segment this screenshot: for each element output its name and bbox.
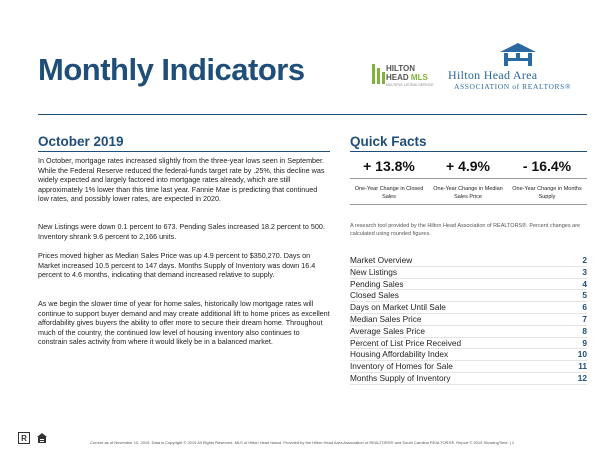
toc-item[interactable] — [350, 255, 587, 267]
toc-item[interactable] — [350, 349, 587, 361]
summary-paragraph-2: New Listings were down 0.1 percent to 673. Pending Sales increased 18.2 percent to 500. Inventory shrank 9.6 percent to 2,166 units. — [38, 222, 325, 241]
kpi-label: One-Year Change in Months Supply — [512, 186, 582, 200]
toc-label: Market Overview — [350, 255, 413, 265]
toc-page: 9 — [582, 337, 587, 348]
building-icon — [492, 42, 544, 68]
month-heading: October 2019 — [38, 134, 124, 149]
table-of-contents — [350, 255, 587, 385]
logo-bar-1 — [372, 64, 375, 84]
toc-item[interactable] — [350, 267, 587, 279]
logo-bar-2 — [377, 68, 380, 84]
toc-label: Percent of List Price Received — [350, 337, 462, 348]
toc-item[interactable] — [350, 338, 587, 350]
left-section-divider — [38, 151, 330, 152]
toc-item[interactable] — [350, 326, 587, 338]
kpi-median-sales-price — [429, 157, 507, 201]
logo-area-line2: ASSOCIATION of REALTORS® — [454, 82, 572, 91]
toc-page: 8 — [582, 325, 587, 336]
kpi-bottom-divider — [350, 204, 587, 205]
toc-item[interactable] — [350, 373, 587, 385]
page-title: Monthly Indicators — [38, 52, 305, 87]
toc-label: Housing Affordability Index — [350, 349, 449, 360]
kpi-value: - 16.4% — [522, 158, 572, 174]
kpi-months-supply — [508, 157, 586, 201]
toc-page: 3 — [582, 266, 587, 277]
equal-housing-icon — [36, 432, 48, 444]
logo-bar-3 — [382, 72, 385, 84]
logo-mls-mls: MLS — [410, 73, 428, 82]
logo-area-line1: Hilton Head Area — [448, 68, 538, 82]
hilton-head-mls-logo — [372, 58, 444, 90]
toc-page: 6 — [582, 302, 587, 313]
toc-label: Inventory of Homes for Sale — [350, 361, 453, 372]
toc-label: Average Sales Price — [350, 325, 426, 336]
summary-paragraph-4: As we begin the slower time of year for home sales, historically low mortgage rates will continue to support buyer demand and may create additional lift to home prices as excellent affordability gives buyers the ability to offer more to secure their dream home. Throughout much of the country, the continued low level of housing inventory also continues to constrain sales activity from where it would likely be in a balanced market. — [38, 299, 330, 347]
toc-item[interactable] — [350, 279, 587, 291]
toc-label: New Listings — [350, 266, 398, 277]
svg-text:R: R — [21, 434, 27, 443]
logo-mls-line1: HILTON — [386, 64, 416, 73]
hilton-head-area-logo — [448, 42, 588, 92]
toc-label: Months Supply of Inventory — [350, 372, 451, 383]
summary-paragraph-3: Prices moved higher as Median Sales Price was up 4.9 percent to $350,270. Days on Market increased 10.5 percent to 147 days. Months Supply of Inventory was down 16.4 percent to 4.6 months, indicating that demand increased relative to supply. — [38, 251, 316, 280]
summary-paragraph-1: In October, mortgage rates increased slightly from the three-year lows seen in September. While the Federal Reserve reduced the federal-funds target rate by .25%, this decline was widely expected and largely factored into mortgage rates already, which are still approximately 1% lower than this time last year. Fannie Mae is predicting that continued low rates, and possibly lower rates, are expected in 2020. — [38, 156, 325, 204]
toc-item[interactable] — [350, 290, 587, 302]
toc-page: 4 — [582, 278, 587, 289]
realtor-r-icon — [18, 432, 30, 444]
kpi-label: One-Year Change in Median Sales Price — [433, 186, 503, 200]
toc-page: 11 — [578, 361, 587, 372]
quick-facts-heading: Quick Facts — [350, 134, 427, 149]
kpi-closed-sales — [350, 157, 428, 201]
kpi-divider — [350, 178, 587, 179]
toc-page: 2 — [582, 255, 587, 265]
toc-item[interactable] — [350, 361, 587, 373]
kpi-label: One-Year Change in Closed Sales — [354, 186, 424, 200]
toc-page: 12 — [577, 372, 587, 383]
kpi-value: + 13.8% — [363, 158, 415, 174]
toc-page: 7 — [582, 313, 587, 324]
toc-page: 10 — [577, 349, 587, 360]
toc-label: Median Sales Price — [350, 313, 422, 324]
footer-text: Current as of November 10, 2019. Data is Copyright © 2019 All Rights Reserved. MLS of Hilton Head Island. Provided by the Hilton Head Area Association of REALTORS® and South Carolina REALTORS®. Report © 2019 ShowingTime. | 1 — [90, 440, 515, 445]
toc-label: Pending Sales — [350, 278, 404, 289]
kpi-value: + 4.9% — [446, 158, 490, 174]
logo-mls-line2 — [386, 73, 428, 82]
toc-page: 5 — [582, 290, 587, 301]
toc-item[interactable] — [350, 302, 587, 314]
logo-mls-head: HEAD — [386, 73, 409, 82]
logo-mls-tagline: MULTIPLE LISTING SERVICE — [386, 83, 434, 87]
toc-label: Closed Sales — [350, 290, 399, 301]
toc-item[interactable] — [350, 314, 587, 326]
quick-facts-divider — [350, 151, 587, 152]
header-divider — [38, 114, 587, 115]
research-note: A research tool provided by the Hilton Head Association of REALTORS®. Percent changes are calculated using rounded figures. — [350, 223, 581, 237]
toc-label: Days on Market Until Sale — [350, 302, 446, 313]
